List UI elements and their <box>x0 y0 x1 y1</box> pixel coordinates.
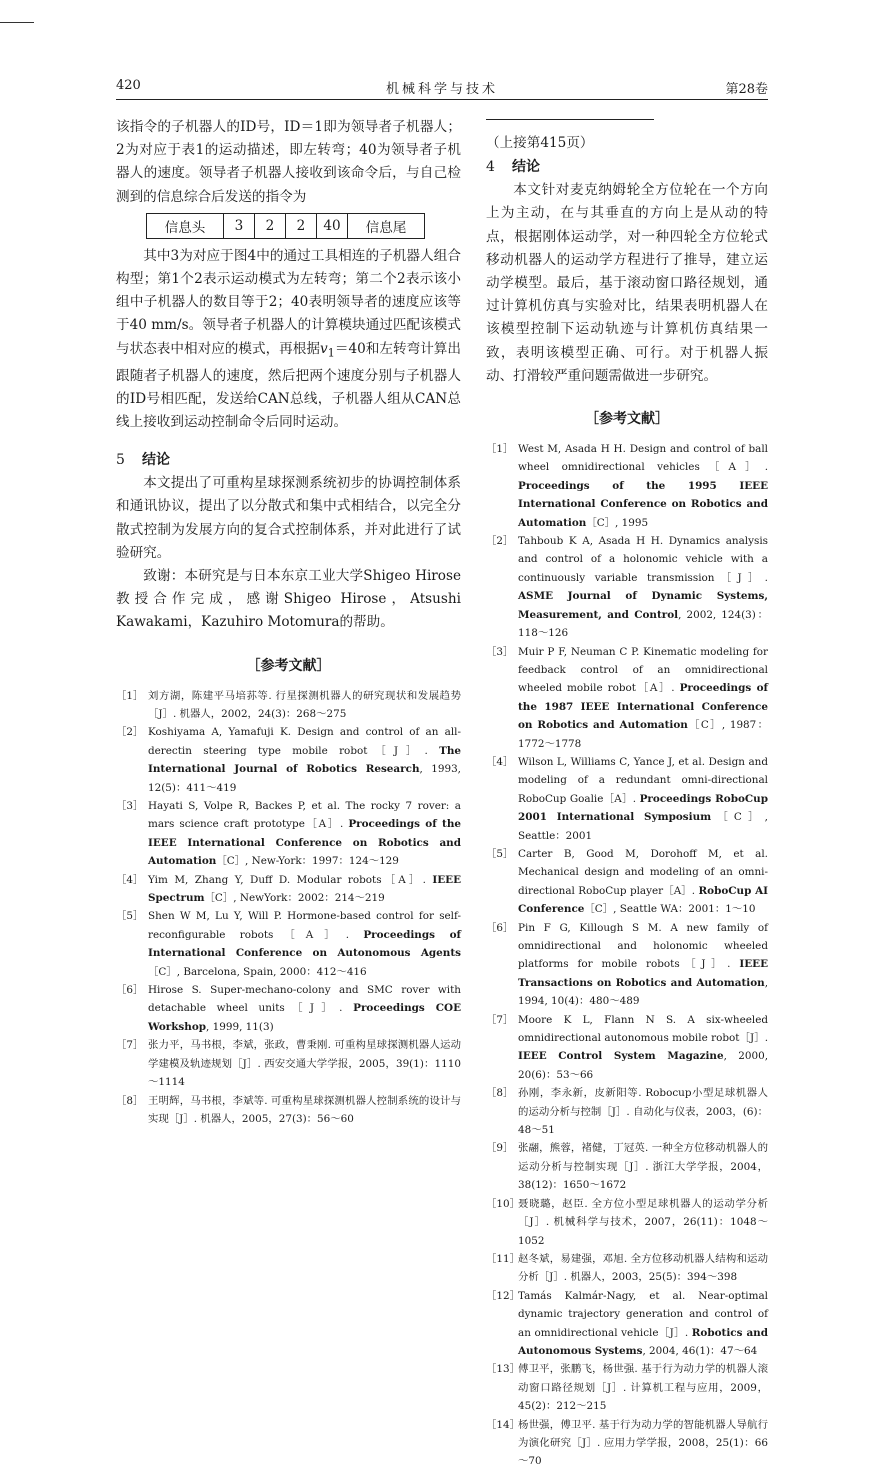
table-cell: 40 <box>317 213 348 238</box>
acknowledgement: 致谢：本研究是与日本东京工业大学Shigeo Hirose教授合作完成，感谢Shigeo Hirose，Atsushi Kawakami，Kazuhiro Motomura的帮助。 <box>116 567 461 631</box>
reference-source: Proceedings of the IEEE International Conference on Robotics and Automation <box>148 818 461 868</box>
reference-number: ［6］ <box>116 984 144 997</box>
reference-text: 刘方湖，陈建平马培荪等. 行星探测机器人的研究现状和发展趋势［J］. 机器人，2002，24(3)：268～275 <box>148 689 461 720</box>
reference-details: ［C］, Seattle WA：2001：1～10 <box>584 903 756 916</box>
reference-number: ［7］ <box>116 1039 144 1052</box>
table-cell: 2 <box>255 213 286 238</box>
reference-number: ［3］ <box>116 800 144 813</box>
reference-number: ［6］ <box>486 921 514 934</box>
reference-item <box>486 1287 768 1361</box>
reference-details: , 1999, 11(3) <box>206 1020 274 1033</box>
reference-number: ［3］ <box>486 645 514 658</box>
reference-text: Muir P F, Neuman C P. Kinematic modeling for feedback control of an omnidirectional wheeled mobile robot［A］. <box>518 645 768 695</box>
reference-source: IEEE Spectrum <box>148 873 461 905</box>
reference-text: Shen W M, Lu Y, Will P. Hormone-based control for self-reconfigurable robots［A］. <box>148 910 461 941</box>
reference-text: 张力平，马书根，李斌，张政，曹秉刚. 可重构星球探测机器人运动学建模及轨迹规划［J］. 西安交通大学学报，2005，39(1)：1110～1114 <box>148 1039 461 1089</box>
reference-text: Tamás Kalmár-Nagy, et al. Near-optimal dynamic trajectory generation and control of an omnidirectional vehicle［J］. <box>518 1289 768 1339</box>
reference-number: ［8］ <box>116 1094 144 1107</box>
reference-source: Robotics and Autonomous Systems <box>518 1326 768 1357</box>
reference-source: Proceedings of International Conference on Autonomous Agents <box>148 928 462 960</box>
section-title: 结论 <box>142 452 170 469</box>
reference-text: Yim M, Zhang Y, Duff D. Modular robots［A］. <box>148 873 433 886</box>
reference-item <box>116 981 461 1036</box>
reference-details: ［C］, NewYork：2002：214～219 <box>204 892 385 905</box>
table-cell: 2 <box>286 213 317 238</box>
reference-text: 聂晓璐，赵臣. 全方位小型足球机器人的运动学分析［J］. 机械科学与技术，2007，26(11)：1048～1052 <box>518 1197 768 1247</box>
reference-details: ［C］, New-York：1997：124～129 <box>216 855 399 868</box>
journal-title: 机械科学与技术 <box>385 82 498 97</box>
reference-item <box>116 687 461 724</box>
reference-source: Proceedings of the 1995 IEEE International Conference on Robotics and Automation <box>518 479 768 529</box>
reference-text: Carter B, Good M, Dorohoff M, et al. Mechanical design and modeling of an omni-directional RoboCup player［A］. <box>518 847 768 897</box>
reference-number: ［12］ <box>486 1289 521 1302</box>
velocity-subscript: 1 <box>327 345 335 360</box>
table-cell: 信息头 <box>147 213 224 238</box>
reference-text: 王明辉，马书根，李斌等. 可重构星球探测机器人控制系统的设计与实现［J］. 机器人，2005，27(3)：56～60 <box>148 1094 461 1125</box>
reference-item <box>486 1250 768 1287</box>
reference-item <box>486 643 768 753</box>
body-paragraph: 本文针对麦克纳姆轮全方位轮在一个方向上为主动，在与其垂直的方向上是从动的特点，根据刚体运动学，对一种四轮全方位轮式移动机器人的运动学方程进行了推导，建立运动学模型。最后，基于滚动窗口路径规划，通过计算机仿真与实验对比，结果表明机器人在该模型控制下运动轨迹与计算机仿真结果一致，表明该模型正确、可行。对于机器人振动、打滑较严重问题需做进一步研究。 <box>486 182 768 384</box>
reference-number: ［9］ <box>486 1142 514 1155</box>
reference-details: , 1994, 10(4)：480～489 <box>518 976 768 1008</box>
reference-item <box>486 1011 768 1085</box>
reference-source: The International Journal of Robotics Research <box>148 744 461 776</box>
reference-number: ［8］ <box>486 1087 514 1100</box>
reference-number: ［7］ <box>486 1013 514 1026</box>
reference-text: Hayati S, Volpe R, Backes P, et al. The rocky 7 rover: a mars science craft prototype［A］. <box>148 800 461 831</box>
continuation-rule <box>486 119 654 120</box>
reference-item <box>486 1084 768 1139</box>
reference-number: ［1］ <box>486 443 514 456</box>
reference-number: ［4］ <box>486 755 514 768</box>
volume-label: 第28卷 <box>725 82 768 97</box>
header-rule <box>116 99 768 100</box>
reference-text: Tahboub K A, Asada H H. Dynamics analysis and control of a holonomic vehicle with a continuously variable transmission［J］. <box>518 535 768 584</box>
reference-list <box>116 687 461 1129</box>
reference-source: IEEE Transactions on Robotics and Automation <box>518 958 768 989</box>
body-paragraph: 该指令的子机器人的ID号，ID＝1即为领导者子机器人；2为对应于表1的运动描述，即左转弯；40为领导者子机器人的速度。领导者子机器人接收到该命令后，与自己检测到的信息综合后发送的指令为 <box>116 119 461 205</box>
section-heading <box>486 155 768 179</box>
body-paragraph: 本文提出了可重构星球探测系统初步的协调控制体系和通讯协议，提出了以分散式和集中式相结合，以完全分散式控制为发展方向的复合式控制体系，并对此进行了试验研究。 <box>116 475 461 561</box>
reference-details: ［C］, Barcelona, Spain, 2000：412～416 <box>148 965 367 978</box>
reference-number: ［14］ <box>486 1418 521 1431</box>
reference-item <box>116 797 461 871</box>
reference-details: ［C］, Seattle：2001 <box>518 811 768 842</box>
reference-number: ［10］ <box>486 1197 521 1210</box>
reference-text: Wilson L, Williams C, Yance J, et al. Design and modeling of a redundant omni-directional RoboCup Goalie［A］. <box>518 755 768 805</box>
references-heading: ［参考文献］ <box>585 411 669 428</box>
reference-item <box>116 723 461 797</box>
right-column <box>486 116 768 1471</box>
reference-text: 孙刚，李永新，皮新阳等. Robocup小型足球机器人的运动分析与控制［J］. 自动化与仪表，2003，(6)：48～51 <box>518 1087 768 1137</box>
reference-item <box>116 907 461 981</box>
reference-details: , 2004, 46(1)：47～64 <box>642 1344 758 1357</box>
velocity-variable: v <box>319 340 328 357</box>
continuation-note: （上接第415页） <box>486 135 594 151</box>
table-cell: 信息尾 <box>348 213 425 238</box>
reference-item <box>486 1139 768 1194</box>
section-number: 4 <box>486 159 495 176</box>
reference-number: ［5］ <box>116 910 144 923</box>
reference-text: Koshiyama A, Yamafuji K. Design and control of an all-derectin steering type mobile robot［J］. <box>148 726 461 757</box>
reference-details: ［C］, 1995 <box>586 516 649 529</box>
reference-item <box>486 532 768 642</box>
table-cell: 3 <box>224 213 255 238</box>
reference-source: Proceedings COE Workshop <box>148 1002 461 1033</box>
reference-number: ［13］ <box>486 1363 521 1376</box>
command-format-table <box>146 213 425 239</box>
para-text: ＝40和左转弯计算出跟随者子机器人的速度，然后把两个速度分别与子机器人的ID号相匹配，发送给CAN总线，子机器人组从CAN总线上接收到运动控制命令后同时运动。 <box>116 340 461 430</box>
reference-number: ［2］ <box>486 535 514 548</box>
para-text: 其中3为对应于图4中的通过工具相连的子机器人组合构型；第1个2表示运动模式为左转弯；第二个2表示该小组中子机器人的数目等于2；40表明领导者的速度应该等于40 mm/s。领导者子机器人的计算模块通过匹配该模式与状态表中相对应的模式，再根据 <box>116 247 461 357</box>
reference-source: IEEE Control System Magazine <box>518 1050 724 1063</box>
reference-details: , 2000, 20(6)：53～66 <box>518 1050 769 1081</box>
reference-item <box>486 1360 768 1415</box>
reference-text: 赵冬斌，易建强，邓旭. 全方位移动机器人结构和运动分析［J］. 机器人，2003，25(5)：394～398 <box>518 1252 768 1284</box>
references-heading: ［参考文献］ <box>246 657 331 674</box>
reference-details: ［C］, 1987：1772～1778 <box>518 719 768 750</box>
corner-crop-mark <box>0 22 34 23</box>
page-header <box>116 78 768 98</box>
reference-text: 张翮，熊蓉，褚健，丁冠英. 一种全方位移动机器人的运动分析与控制实现［J］. 浙江大学学报，2004，38(12)：1650～1672 <box>518 1142 768 1192</box>
reference-number: ［2］ <box>116 726 144 739</box>
reference-list <box>486 440 768 1471</box>
reference-source: Proceedings of the 1987 IEEE International Conference on Robotics and Automation <box>518 682 768 732</box>
reference-details: , 2002, 124(3)：118～126 <box>518 608 768 640</box>
reference-item <box>486 845 768 919</box>
reference-text: West M, Asada H H. Design and control of ball wheel omnidirectional vehicles［A］. <box>518 443 768 474</box>
reference-source: RoboCup AI Conference <box>518 884 768 916</box>
reference-number: ［11］ <box>486 1252 521 1265</box>
reference-number: ［1］ <box>116 689 144 702</box>
reference-item <box>486 1195 768 1250</box>
reference-text: 傅卫平，张鹏飞，杨世强. 基于行为动力学的机器人滚动窗口路径规划［J］. 计算机工程与应用，2009，45(2)：212～215 <box>518 1363 768 1413</box>
reference-text: Moore K L, Flann N S. A six-wheeled omnidirectional autonomous mobile robot［J］. <box>518 1013 768 1045</box>
section-number: 5 <box>116 452 125 469</box>
body-paragraph <box>116 245 461 434</box>
section-heading <box>116 448 461 472</box>
reference-source: Proceedings RoboCup 2001 International Symposium <box>518 792 768 824</box>
reference-item <box>486 440 768 532</box>
reference-number: ［5］ <box>486 847 514 860</box>
reference-details: , 1993, 12(5)：411～419 <box>148 763 461 794</box>
reference-item <box>486 919 768 1011</box>
page-number: 420 <box>116 78 141 93</box>
reference-item <box>116 871 461 908</box>
reference-item <box>116 1036 461 1091</box>
left-column <box>116 116 461 1128</box>
reference-source: ASME Journal of Dynamic Systems, Measurement, and Control <box>518 590 768 621</box>
section-title: 结论 <box>512 159 540 176</box>
reference-item <box>486 753 768 845</box>
reference-text: Hirose S. Super-mechano-colony and SMC rover with detachable wheel units［J］. <box>148 984 461 1015</box>
reference-item <box>116 1092 461 1129</box>
reference-number: ［4］ <box>116 873 144 886</box>
reference-text: 杨世强，傅卫平. 基于行为动力学的智能机器人导航行为演化研究［J］. 应用力学学报，2008，25(1)：66～70 <box>518 1418 768 1468</box>
reference-item <box>486 1416 768 1471</box>
reference-text: Pin F G, Killough S M. A new family of omnidirectional and holonomic wheeled platforms for mobile robots［J］. <box>518 921 768 971</box>
